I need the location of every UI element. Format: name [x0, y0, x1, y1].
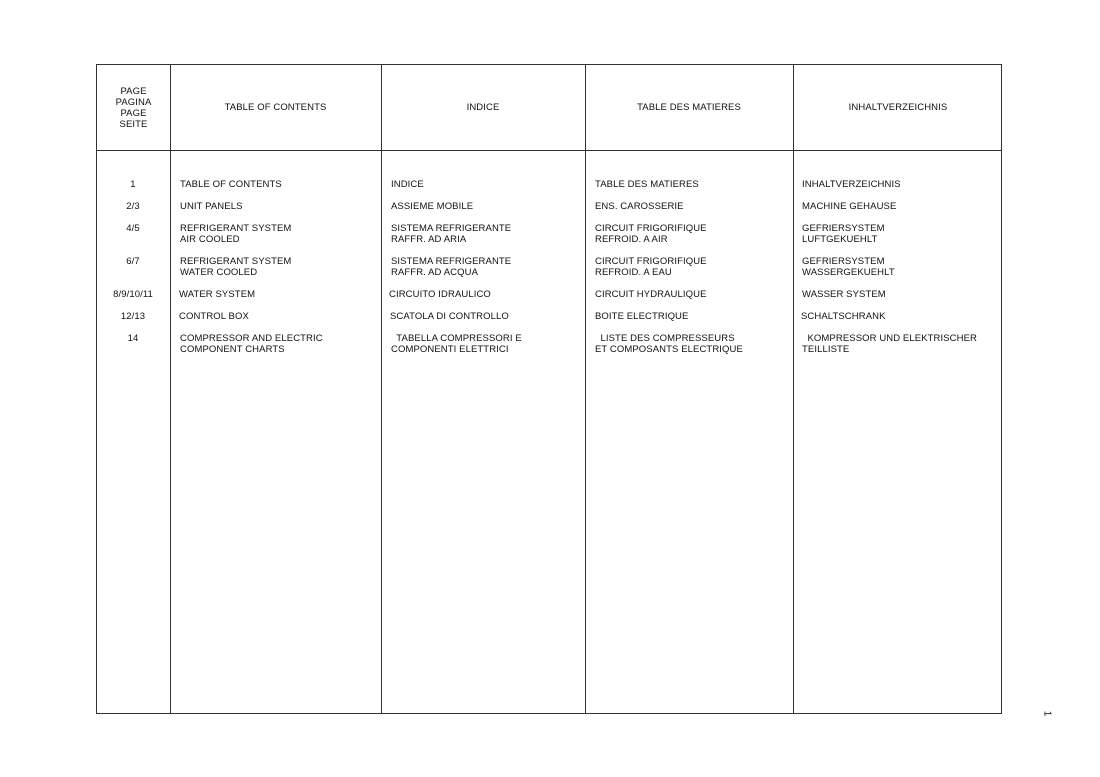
- column-divider: [585, 65, 586, 713]
- row-english: WATER SYSTEM: [179, 289, 256, 300]
- header-english: TABLE OF CONTENTS: [224, 102, 327, 113]
- row-english: TABLE OF CONTENTS: [180, 179, 282, 190]
- row-page: 6/7: [126, 256, 140, 267]
- row-page: 1: [130, 179, 136, 190]
- row-english: UNIT PANELS: [180, 201, 243, 212]
- row-page: 12/13: [120, 311, 146, 322]
- row-german: WASSER SYSTEM: [802, 289, 886, 300]
- page-number: 1: [1041, 710, 1053, 717]
- row-german: KOMPRESSOR UND ELEKTRISCHER TEILLISTE: [802, 333, 977, 355]
- header-divider: [97, 150, 1001, 151]
- row-italian: SISTEMA REFRIGERANTE RAFFR. AD ACQUA: [391, 256, 512, 278]
- column-divider: [170, 65, 171, 713]
- column-divider: [793, 65, 794, 713]
- header-page: PAGE PAGINA PAGE SEITE: [115, 85, 152, 130]
- row-english: CONTROL BOX: [179, 311, 249, 322]
- row-german: INHALTVERZEICHNIS: [802, 179, 901, 190]
- row-german: SCHALTSCHRANK: [801, 311, 886, 322]
- row-page: 8/9/10/11: [113, 289, 153, 300]
- row-italian: TABELLA COMPRESSORI E COMPONENTI ELETTRICI: [391, 333, 522, 355]
- row-italian: CIRCUITO IDRAULICO: [389, 289, 491, 300]
- row-french: LISTE DES COMPRESSEURS ET COMPOSANTS ELECTRIQUE: [595, 333, 743, 355]
- row-italian: INDICE: [391, 179, 424, 190]
- header-italian: INDICE: [466, 102, 500, 113]
- row-french: CIRCUIT FRIGORIFIQUE REFROID. A AIR: [595, 223, 707, 245]
- header-french: TABLE DES MATIERES: [637, 102, 741, 113]
- row-english: REFRIGERANT SYSTEM WATER COOLED: [180, 256, 292, 278]
- row-german: MACHINE GEHAUSE: [802, 201, 897, 212]
- row-french: CIRCUIT FRIGORIFIQUE REFROID. A EAU: [595, 256, 707, 278]
- row-page: 4/5: [126, 223, 140, 234]
- row-french: ENS. CAROSSERIE: [595, 201, 684, 212]
- row-german: GEFRIERSYSTEM WASSERGEKUEHLT: [802, 256, 895, 278]
- row-french: TABLE DES MATIERES: [595, 179, 699, 190]
- toc-table: [96, 64, 1002, 714]
- row-italian: ASSIEME MOBILE: [391, 201, 474, 212]
- row-english: COMPRESSOR AND ELECTRIC COMPONENT CHARTS: [180, 333, 323, 355]
- row-page: 14: [127, 333, 139, 344]
- row-page: 2/3: [126, 201, 140, 212]
- row-english: REFRIGERANT SYSTEM AIR COOLED: [180, 223, 292, 245]
- row-german: GEFRIERSYSTEM LUFTGEKUEHLT: [802, 223, 885, 245]
- row-italian: SISTEMA REFRIGERANTE RAFFR. AD ARIA: [391, 223, 512, 245]
- row-french: BOITE ELECTRIQUE: [595, 311, 689, 322]
- header-german: INHALTVERZEICHNIS: [848, 102, 948, 113]
- row-french: CIRCUIT HYDRAULIQUE: [595, 289, 707, 300]
- row-italian: SCATOLA DI CONTROLLO: [390, 311, 509, 322]
- column-divider: [381, 65, 382, 713]
